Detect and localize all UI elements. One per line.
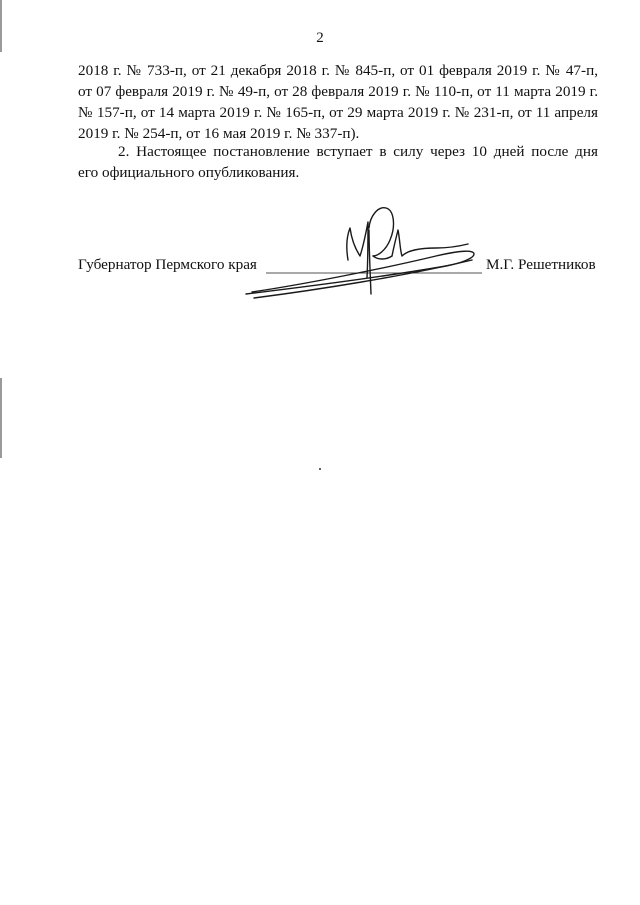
paragraph-line: № 157-п, от 14 марта 2019 г. № 165-п, от 29 марта 2019 г. № 231-п, от 11 апреля bbox=[78, 104, 598, 121]
stray-dot bbox=[319, 468, 321, 470]
paragraph-line: его официального опубликования. bbox=[78, 164, 300, 181]
paragraph-effective-date bbox=[78, 141, 598, 183]
paragraph-line: 2. Настоящее постановление вступает в силу через 10 дней после дня bbox=[118, 143, 598, 160]
handwritten-signature bbox=[236, 198, 496, 310]
paragraph-line: 2019 г. № 254-п, от 16 мая 2019 г. № 337-п). bbox=[78, 125, 360, 142]
paragraph-line: 2018 г. № 733-п, от 21 декабря 2018 г. № 845-п, от 01 февраля 2019 г. № 47-п, bbox=[78, 62, 598, 79]
paragraph-list-of-resolutions bbox=[78, 60, 598, 144]
paragraph-line: от 07 февраля 2019 г. № 49-п, от 28 февраля 2019 г. № 110-п, от 11 марта 2019 г. bbox=[78, 83, 598, 100]
signatory-name: М.Г. Решетников bbox=[486, 256, 596, 273]
signatory-position: Губернатор Пермского края bbox=[78, 256, 257, 273]
page-number: 2 bbox=[316, 30, 324, 46]
scan-edge-mark-middle bbox=[0, 378, 2, 458]
